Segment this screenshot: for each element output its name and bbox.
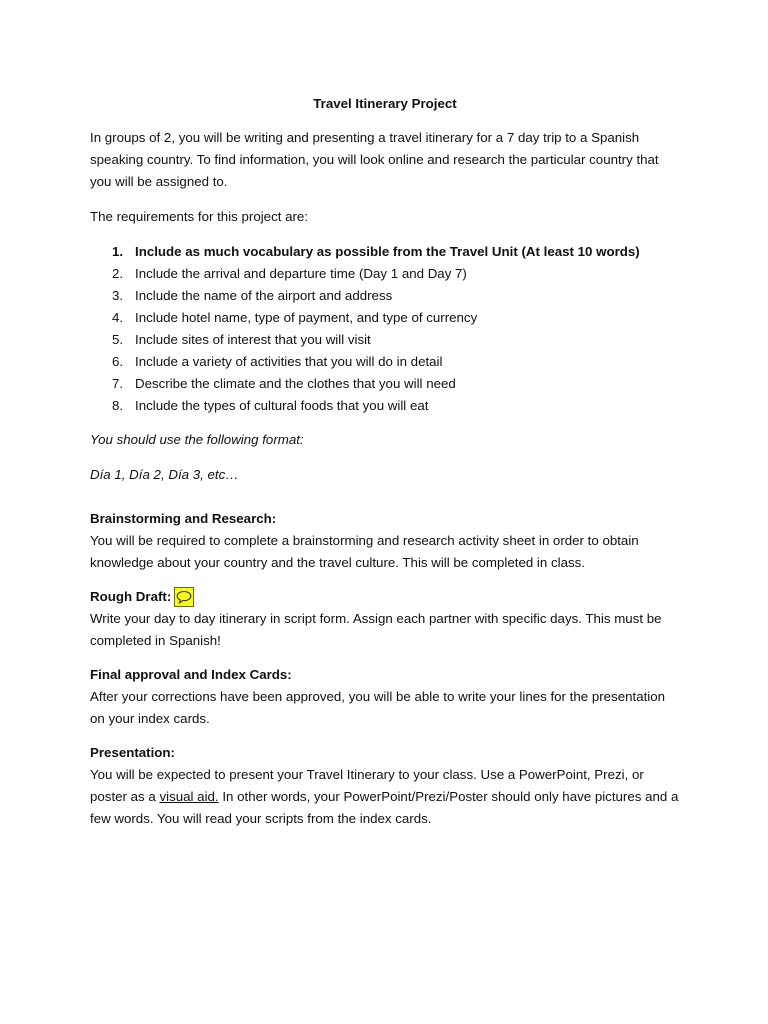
requirements-intro: The requirements for this project are: bbox=[90, 209, 309, 224]
body-text-after: In other words, your PowerPoint/Prezi/Poster should only have pictures and a few words. You will read your scripts from the index cards. bbox=[90, 789, 679, 826]
requirement-item bbox=[90, 307, 680, 329]
requirement-text: Include hotel name, type of payment, and type of currency bbox=[135, 310, 478, 325]
document-page bbox=[90, 93, 680, 842]
section-heading: Final approval and Index Cards: bbox=[90, 667, 292, 682]
requirement-text: Include a variety of activities that you will do in detail bbox=[135, 354, 443, 369]
section-heading: Rough Draft: bbox=[90, 589, 172, 604]
intro-paragraph: In groups of 2, you will be writing and presenting a travel itinerary for a 7 day trip to a Spanish speaking country. To find information, you will look online and research the particular country that you will be assigned to. bbox=[90, 130, 659, 189]
section-rough-draft bbox=[90, 586, 680, 652]
requirement-number: 7. bbox=[112, 376, 124, 391]
section-brainstorming bbox=[90, 508, 680, 574]
requirement-item bbox=[90, 263, 680, 285]
requirement-text: Describe the climate and the clothes that you will need bbox=[135, 376, 456, 391]
body-text-before: You will be expected to present your Travel Itinerary to your class. Use a PowerPoint, Prezi, or poster as a bbox=[90, 767, 644, 804]
section-heading: Presentation: bbox=[90, 745, 175, 760]
requirement-text: Include sites of interest that you will visit bbox=[135, 332, 371, 347]
requirement-text: Include the name of the airport and address bbox=[135, 288, 393, 303]
requirement-text: Include the types of cultural foods that you will eat bbox=[135, 398, 429, 413]
section-presentation bbox=[90, 742, 680, 830]
requirement-text: Include as much vocabulary as possible from the Travel Unit (At least 10 words) bbox=[135, 244, 640, 259]
requirement-item bbox=[90, 373, 680, 395]
document-title: Travel Itinerary Project bbox=[313, 96, 457, 111]
format-example: Día 1, Día 2, Día 3, etc… bbox=[90, 467, 239, 482]
comment-icon[interactable] bbox=[174, 587, 194, 607]
spacer bbox=[90, 486, 680, 508]
section-heading-row bbox=[90, 586, 680, 608]
section-final-approval bbox=[90, 664, 680, 730]
section-body: After your corrections have been approved, you will be able to write your lines for the presentation on your index cards. bbox=[90, 689, 666, 726]
section-body: You will be required to complete a brainstorming and research activity sheet in order to obtain knowledge about your country and the travel culture. This will be completed in class. bbox=[90, 533, 639, 570]
requirement-text: Include the arrival and departure time (Day 1 and Day 7) bbox=[135, 266, 467, 281]
requirement-item bbox=[90, 285, 680, 307]
format-intro: You should use the following format: bbox=[90, 432, 304, 447]
requirement-number: 5. bbox=[112, 332, 124, 347]
requirement-number: 4. bbox=[112, 310, 124, 325]
requirement-number: 1. bbox=[112, 244, 124, 259]
requirement-item bbox=[90, 329, 680, 351]
requirement-number: 8. bbox=[112, 398, 124, 413]
section-heading: Brainstorming and Research: bbox=[90, 511, 277, 526]
section-body bbox=[90, 764, 680, 830]
visual-aid-underlined: visual aid. bbox=[159, 789, 219, 804]
requirement-number: 2. bbox=[112, 266, 124, 281]
section-body: Write your day to day itinerary in script form. Assign each partner with specific days. This must be completed in Spanish! bbox=[90, 611, 662, 648]
requirement-number: 3. bbox=[112, 288, 124, 303]
requirement-number: 6. bbox=[112, 354, 124, 369]
requirement-item bbox=[90, 241, 680, 263]
requirement-item bbox=[90, 395, 680, 417]
requirements-list bbox=[90, 241, 680, 417]
requirement-item bbox=[90, 351, 680, 373]
